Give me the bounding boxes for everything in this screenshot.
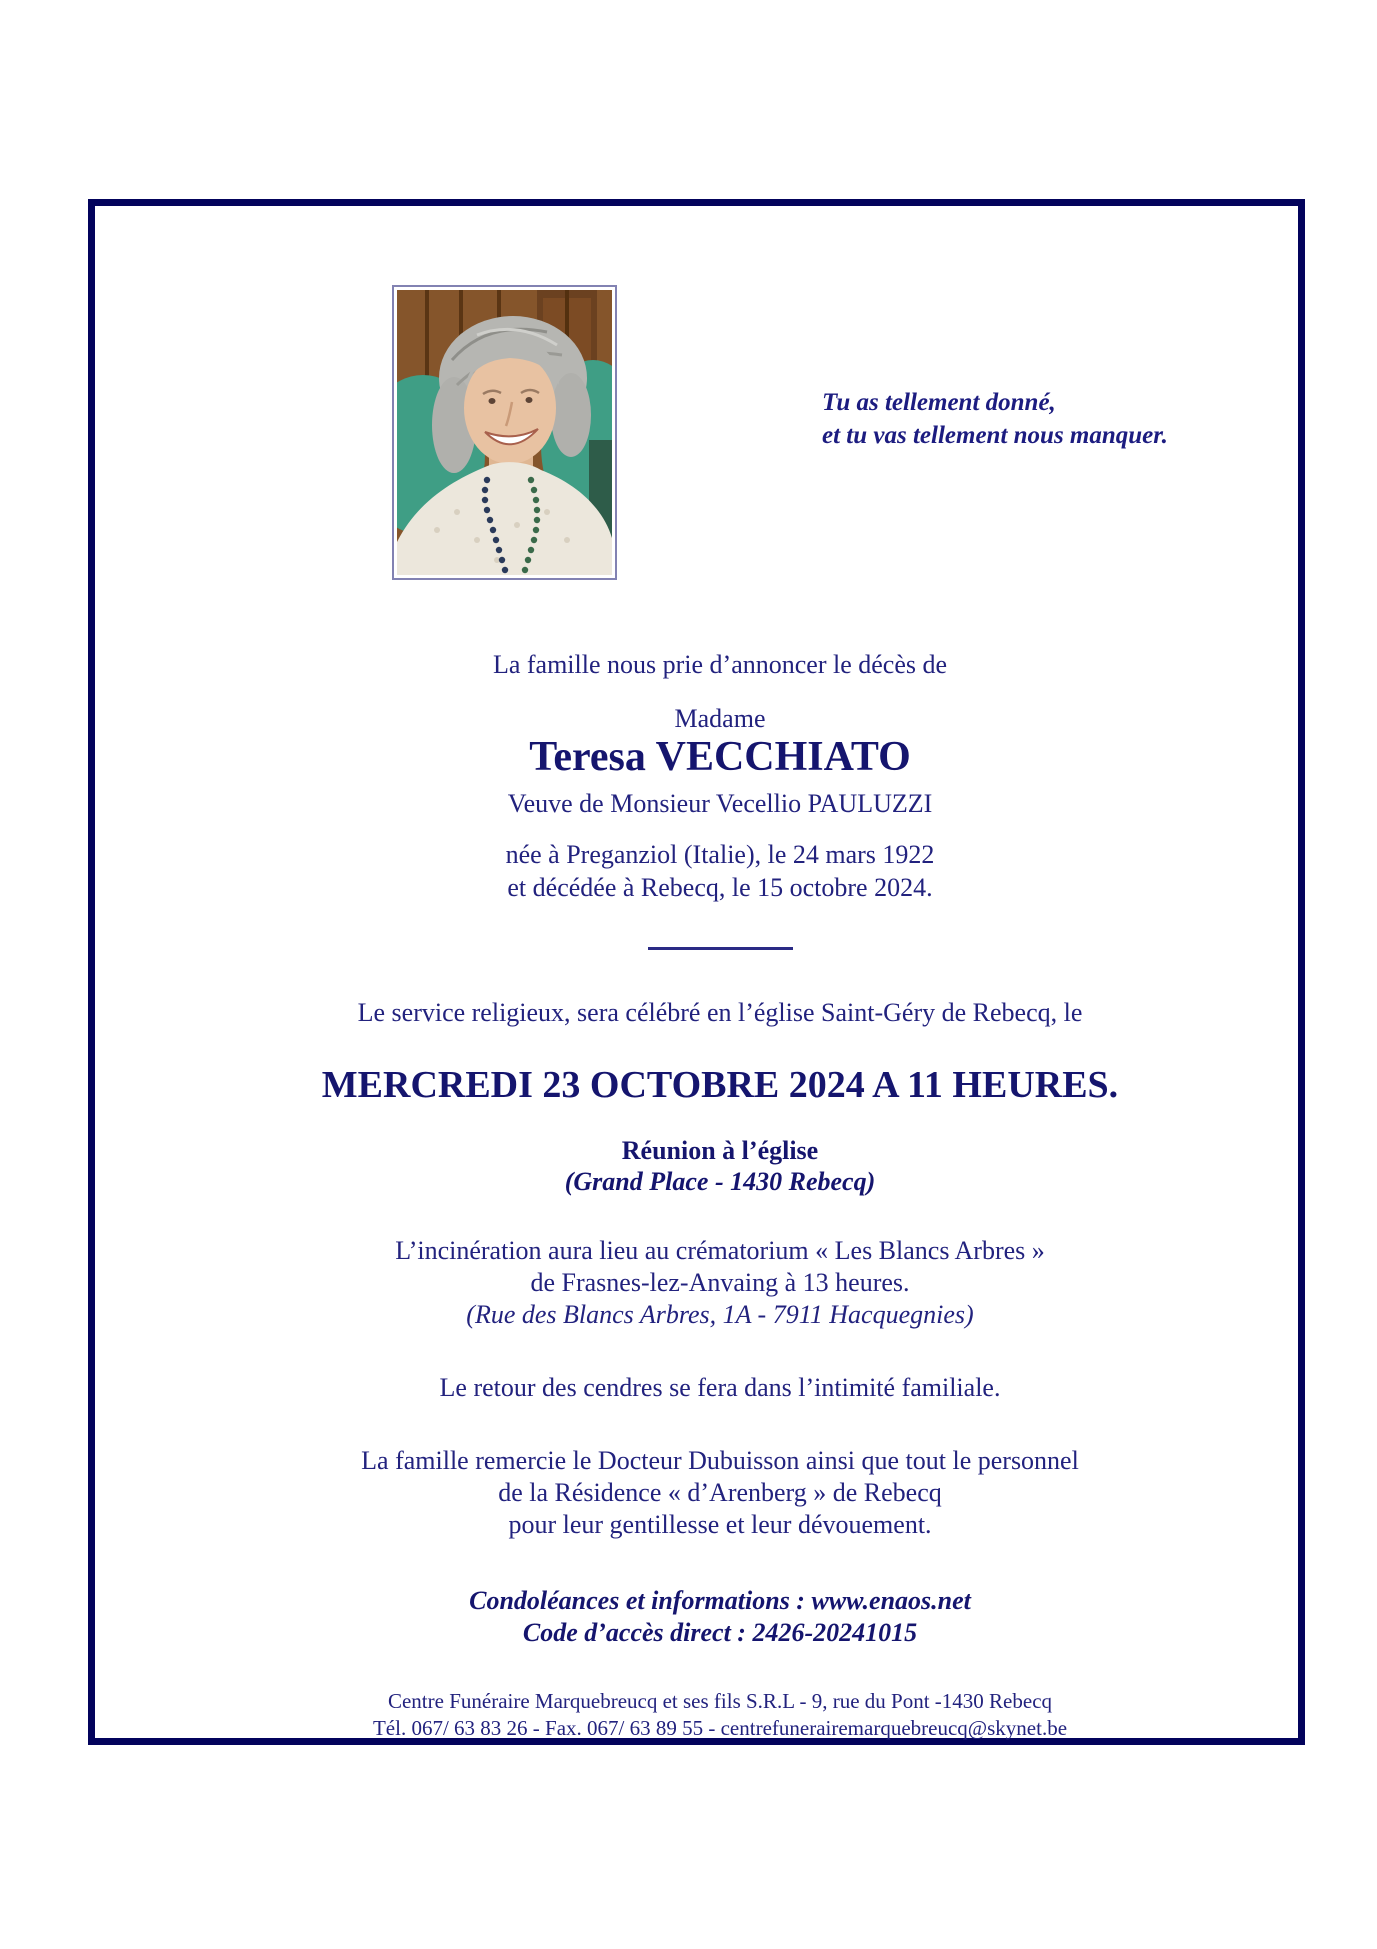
portrait-photo <box>392 285 617 580</box>
footer-address: Centre Funéraire Marquebreucq et ses fils S.R.L - 9, rue du Pont -1430 Rebecq <box>387 1689 1053 1713</box>
footer-contact: Tél. 067/ 63 83 26 - Fax. 067/ 63 89 55 - centrefunerairemarquebreucq@skynet.be <box>372 1716 1068 1740</box>
deceased-name: Teresa VECCHIATO <box>529 734 911 780</box>
thanks-line1: La famille remercie le Docteur Dubuisson ainsi que tout le personnel <box>361 1446 1079 1475</box>
cremation-line1: L’incinération aura lieu au crématorium « Les Blancs Arbres » <box>395 1236 1045 1265</box>
section-divider <box>648 947 793 950</box>
meeting-line: Réunion à l’église <box>621 1136 819 1165</box>
meeting-address: (Grand Place - 1430 Rebecq) <box>564 1167 876 1196</box>
announcement-intro: La famille nous prie d’annoncer le décès de <box>492 650 948 679</box>
condolences-code: Code d’accès direct : 2426-20241015 <box>522 1618 918 1647</box>
cremation-address: (Rue des Blancs Arbres, 1A - 7911 Hacquegnies) <box>466 1300 974 1329</box>
thanks-line2: de la Résidence « d’Arenberg » de Rebecq <box>498 1478 942 1507</box>
cremation-line2: de Frasnes-lez-Anvaing à 13 heures. <box>530 1268 910 1297</box>
memorial-quote-line1: Tu as tellement donné, <box>822 389 1056 416</box>
birth-line: née à Preganziol (Italie), le 24 mars 1922 <box>505 840 935 869</box>
ashes-line: Le retour des cendres se fera dans l’intimité familiale. <box>439 1373 1001 1402</box>
service-intro: Le service religieux, sera célébré en l’église Saint-Géry de Rebecq, le <box>357 998 1083 1027</box>
death-line: et décédée à Rebecq, le 15 octobre 2024. <box>507 873 933 902</box>
memorial-quote-line2: et tu vas tellement nous manquer. <box>822 422 1168 449</box>
widow-line: Veuve de Monsieur Vecellio PAULUZZI <box>507 789 933 818</box>
thanks-line3: pour leur gentillesse et leur dévouement. <box>508 1510 932 1539</box>
honorific: Madame <box>674 704 766 733</box>
service-datetime: MERCREDI 23 OCTOBRE 2024 A 11 HEURES. <box>321 1064 1119 1106</box>
condolences-info: Condoléances et informations : www.enaos.net <box>469 1586 971 1615</box>
portrait-photo-illustration <box>397 290 612 575</box>
memorial-quote <box>822 386 1168 452</box>
